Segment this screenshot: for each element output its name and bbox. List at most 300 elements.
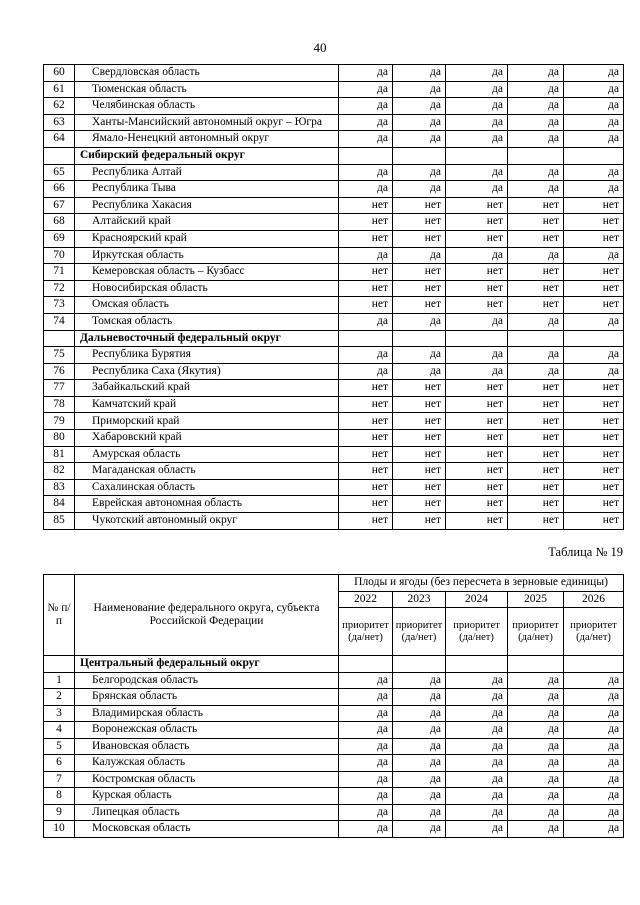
priority-value: да: [564, 313, 624, 330]
priority-value: да: [339, 164, 393, 181]
row-number: 82: [44, 463, 75, 480]
empty-cell: [393, 656, 446, 673]
priority-value: да: [564, 821, 624, 838]
priority-value: да: [393, 247, 446, 264]
priority-value: нет: [339, 396, 393, 413]
empty-cell: [446, 147, 508, 164]
priority-value: нет: [446, 413, 508, 430]
empty-cell: [564, 656, 624, 673]
priority-value: нет: [508, 496, 564, 513]
subject-name: Владимирская область: [75, 705, 339, 722]
priority-value: да: [339, 755, 393, 772]
row-number: 10: [44, 821, 75, 838]
priority-value: да: [508, 247, 564, 264]
priority-value: да: [393, 689, 446, 706]
subject-name: Воронежская область: [75, 722, 339, 739]
priority-value: нет: [508, 446, 564, 463]
subject-name: Хабаровский край: [75, 430, 339, 447]
row-number: 6: [44, 755, 75, 772]
priority-value: да: [339, 804, 393, 821]
priority-value: да: [446, 722, 508, 739]
subject-name: Сахалинская область: [75, 479, 339, 496]
priority-value: нет: [339, 280, 393, 297]
priority-value: да: [508, 114, 564, 131]
row-number: 4: [44, 722, 75, 739]
subject-name: Чукотский автономный округ: [75, 513, 339, 530]
priority-value: нет: [339, 214, 393, 231]
priority-value: нет: [564, 197, 624, 214]
table-row: [44, 771, 624, 788]
row-number: 8: [44, 788, 75, 805]
table-row: [44, 513, 624, 530]
priority-value: да: [446, 705, 508, 722]
table-caption: Таблица № 19: [548, 545, 623, 559]
priority-value: да: [446, 821, 508, 838]
table-row: [44, 297, 624, 314]
table-row: [44, 672, 624, 689]
priority-value: да: [339, 98, 393, 115]
priority-value: да: [446, 771, 508, 788]
priority-value: да: [393, 804, 446, 821]
priority-value: нет: [564, 297, 624, 314]
priority-value: нет: [508, 479, 564, 496]
priority-value: да: [393, 313, 446, 330]
priority-value: нет: [339, 446, 393, 463]
empty-cell: [564, 330, 624, 347]
priority-value: нет: [393, 280, 446, 297]
region-name: Центральный федеральный округ: [75, 656, 339, 673]
header-name: Наименование федерального округа, субъекта Российской Федерации: [75, 575, 339, 656]
header-year: 2022: [339, 591, 393, 608]
table-row: [44, 363, 624, 380]
priority-value: нет: [393, 214, 446, 231]
table-row: [44, 214, 624, 231]
priority-value: нет: [393, 297, 446, 314]
subject-name: Амурская область: [75, 446, 339, 463]
table-row: [44, 181, 624, 198]
priority-value: нет: [339, 479, 393, 496]
table-row: [44, 430, 624, 447]
priority-table-continued: [43, 64, 624, 530]
table-row: [44, 413, 624, 430]
priority-value: нет: [446, 496, 508, 513]
table-row: [44, 81, 624, 98]
row-number: 1: [44, 672, 75, 689]
priority-value: да: [508, 821, 564, 838]
row-number: 79: [44, 413, 75, 430]
priority-value: да: [564, 114, 624, 131]
priority-value: да: [446, 804, 508, 821]
table-row: [44, 738, 624, 755]
priority-value: нет: [564, 513, 624, 530]
priority-value: да: [564, 705, 624, 722]
region-name: Сибирский федеральный округ: [75, 147, 339, 164]
table-row: [44, 98, 624, 115]
priority-value: да: [393, 672, 446, 689]
header-priority: приоритет (да/нет): [508, 608, 564, 656]
header-priority: приоритет (да/нет): [339, 608, 393, 656]
priority-value: да: [393, 114, 446, 131]
priority-value: да: [446, 181, 508, 198]
priority-value: да: [564, 672, 624, 689]
priority-value: да: [564, 81, 624, 98]
row-number: 7: [44, 771, 75, 788]
priority-value: да: [393, 821, 446, 838]
priority-value: да: [446, 247, 508, 264]
priority-value: да: [508, 788, 564, 805]
table-row: [44, 347, 624, 364]
priority-value: да: [508, 771, 564, 788]
priority-value: нет: [564, 430, 624, 447]
priority-value: нет: [339, 430, 393, 447]
subject-name: Новосибирская область: [75, 280, 339, 297]
row-number: 78: [44, 396, 75, 413]
subject-name: Магаданская область: [75, 463, 339, 480]
priority-value: да: [508, 755, 564, 772]
region-row: [44, 330, 624, 347]
priority-value: нет: [339, 297, 393, 314]
priority-value: нет: [508, 214, 564, 231]
priority-value: да: [564, 247, 624, 264]
table-row: [44, 722, 624, 739]
subject-name: Ямало-Ненецкий автономный округ: [75, 131, 339, 148]
priority-value: нет: [446, 380, 508, 397]
row-number: 2: [44, 689, 75, 706]
priority-value: нет: [393, 479, 446, 496]
subject-name: Костромская область: [75, 771, 339, 788]
priority-value: да: [564, 771, 624, 788]
priority-value: да: [446, 65, 508, 82]
subject-name: Республика Хакасия: [75, 197, 339, 214]
priority-value: да: [508, 722, 564, 739]
subject-name: Брянская область: [75, 689, 339, 706]
subject-name: Курская область: [75, 788, 339, 805]
subject-name: Камчатский край: [75, 396, 339, 413]
priority-value: да: [339, 181, 393, 198]
table-row: [44, 396, 624, 413]
priority-value: нет: [339, 463, 393, 480]
priority-value: нет: [446, 513, 508, 530]
priority-value: да: [446, 788, 508, 805]
row-number: 83: [44, 479, 75, 496]
table-row: [44, 788, 624, 805]
subject-name: Свердловская область: [75, 65, 339, 82]
priority-value: да: [564, 164, 624, 181]
row-number: 67: [44, 197, 75, 214]
priority-value: да: [393, 81, 446, 98]
priority-value: нет: [393, 413, 446, 430]
row-number: 85: [44, 513, 75, 530]
subject-name: Московская область: [75, 821, 339, 838]
priority-value: нет: [508, 396, 564, 413]
priority-value: да: [339, 821, 393, 838]
empty-cell: [446, 656, 508, 673]
priority-value: нет: [446, 479, 508, 496]
priority-value: да: [508, 131, 564, 148]
priority-value: да: [508, 738, 564, 755]
priority-value: нет: [393, 264, 446, 281]
priority-value: да: [393, 755, 446, 772]
priority-value: да: [339, 81, 393, 98]
table-row: [44, 705, 624, 722]
empty-cell: [339, 656, 393, 673]
priority-value: нет: [446, 396, 508, 413]
region-name: Дальневосточный федеральный округ: [75, 330, 339, 347]
subject-name: Кемеровская область – Кузбасс: [75, 264, 339, 281]
subject-name: Еврейская автономная область: [75, 496, 339, 513]
table-row: [44, 755, 624, 772]
priority-value: да: [508, 313, 564, 330]
row-number: 60: [44, 65, 75, 82]
header-year: 2024: [446, 591, 508, 608]
priority-value: да: [508, 689, 564, 706]
priority-value: нет: [446, 463, 508, 480]
priority-value: да: [564, 738, 624, 755]
empty-cell: [446, 330, 508, 347]
priority-value: да: [446, 738, 508, 755]
region-num-cell: [44, 147, 75, 164]
priority-value: да: [446, 313, 508, 330]
table-row: [44, 313, 624, 330]
priority-value: да: [564, 788, 624, 805]
table-row: [44, 197, 624, 214]
priority-value: да: [446, 81, 508, 98]
priority-value: да: [508, 181, 564, 198]
priority-value: да: [393, 181, 446, 198]
table-row: [44, 230, 624, 247]
table-row: [44, 65, 624, 82]
priority-table-fruits-berries: [43, 574, 624, 838]
priority-value: да: [446, 98, 508, 115]
priority-value: нет: [508, 197, 564, 214]
priority-value: нет: [393, 197, 446, 214]
priority-value: нет: [339, 230, 393, 247]
priority-value: да: [564, 804, 624, 821]
subject-name: Алтайский край: [75, 214, 339, 231]
subject-name: Приморский край: [75, 413, 339, 430]
priority-value: нет: [446, 264, 508, 281]
subject-name: Омская область: [75, 297, 339, 314]
priority-value: нет: [508, 264, 564, 281]
priority-value: да: [564, 98, 624, 115]
priority-value: нет: [564, 413, 624, 430]
row-number: 9: [44, 804, 75, 821]
row-number: 74: [44, 313, 75, 330]
region-row: [44, 656, 624, 673]
priority-value: да: [393, 705, 446, 722]
priority-value: да: [508, 98, 564, 115]
priority-value: нет: [393, 230, 446, 247]
table-row: [44, 479, 624, 496]
empty-cell: [393, 330, 446, 347]
row-number: 72: [44, 280, 75, 297]
priority-value: да: [339, 114, 393, 131]
priority-value: нет: [564, 380, 624, 397]
priority-value: да: [393, 131, 446, 148]
priority-value: да: [446, 363, 508, 380]
priority-value: да: [446, 347, 508, 364]
subject-name: Забайкальский край: [75, 380, 339, 397]
priority-value: да: [339, 672, 393, 689]
priority-value: да: [393, 164, 446, 181]
priority-value: да: [339, 705, 393, 722]
priority-value: да: [508, 363, 564, 380]
row-number: 84: [44, 496, 75, 513]
priority-value: нет: [446, 214, 508, 231]
priority-value: да: [339, 689, 393, 706]
priority-value: нет: [508, 280, 564, 297]
priority-value: нет: [564, 230, 624, 247]
priority-value: нет: [564, 214, 624, 231]
priority-value: да: [339, 313, 393, 330]
priority-value: нет: [564, 479, 624, 496]
priority-value: нет: [393, 430, 446, 447]
priority-value: да: [508, 672, 564, 689]
priority-value: нет: [446, 280, 508, 297]
row-number: 5: [44, 738, 75, 755]
header-year: 2023: [393, 591, 446, 608]
priority-value: да: [446, 114, 508, 131]
priority-value: нет: [508, 230, 564, 247]
subject-name: Челябинская область: [75, 98, 339, 115]
row-number: 77: [44, 380, 75, 397]
empty-cell: [393, 147, 446, 164]
priority-value: да: [393, 788, 446, 805]
subject-name: Республика Саха (Якутия): [75, 363, 339, 380]
priority-value: нет: [393, 496, 446, 513]
priority-value: да: [339, 131, 393, 148]
row-number: 61: [44, 81, 75, 98]
subject-name: Республика Бурятия: [75, 347, 339, 364]
priority-value: нет: [339, 413, 393, 430]
header-year: 2026: [564, 591, 624, 608]
row-number: 65: [44, 164, 75, 181]
row-number: 69: [44, 230, 75, 247]
priority-value: нет: [339, 513, 393, 530]
priority-value: да: [339, 347, 393, 364]
priority-value: нет: [564, 396, 624, 413]
priority-value: да: [393, 738, 446, 755]
subject-name: Томская область: [75, 313, 339, 330]
region-num-cell: [44, 656, 75, 673]
priority-value: нет: [393, 446, 446, 463]
region-row: [44, 147, 624, 164]
header-priority: приоритет (да/нет): [393, 608, 446, 656]
priority-value: да: [564, 181, 624, 198]
priority-value: да: [564, 689, 624, 706]
row-number: 63: [44, 114, 75, 131]
table-row: [44, 380, 624, 397]
priority-value: да: [393, 363, 446, 380]
priority-value: да: [393, 98, 446, 115]
priority-value: да: [446, 689, 508, 706]
priority-value: нет: [446, 446, 508, 463]
priority-value: нет: [446, 230, 508, 247]
priority-value: да: [564, 131, 624, 148]
priority-value: нет: [339, 197, 393, 214]
subject-name: Белгородская область: [75, 672, 339, 689]
priority-value: нет: [339, 380, 393, 397]
empty-cell: [508, 147, 564, 164]
row-number: 70: [44, 247, 75, 264]
priority-value: да: [393, 722, 446, 739]
priority-value: нет: [564, 264, 624, 281]
priority-value: нет: [393, 513, 446, 530]
subject-name: Ханты-Мансийский автономный округ – Югра: [75, 114, 339, 131]
row-number: 62: [44, 98, 75, 115]
row-number: 81: [44, 446, 75, 463]
row-number: 75: [44, 347, 75, 364]
row-number: 3: [44, 705, 75, 722]
subject-name: Иркутская область: [75, 247, 339, 264]
priority-value: нет: [446, 197, 508, 214]
header-num: № п/п: [44, 575, 75, 656]
priority-value: да: [339, 65, 393, 82]
priority-value: да: [508, 804, 564, 821]
table-row: [44, 114, 624, 131]
priority-value: да: [564, 363, 624, 380]
table-row: [44, 446, 624, 463]
row-number: 80: [44, 430, 75, 447]
priority-value: да: [446, 131, 508, 148]
priority-value: нет: [564, 280, 624, 297]
row-number: 76: [44, 363, 75, 380]
priority-value: нет: [393, 396, 446, 413]
priority-value: да: [446, 755, 508, 772]
priority-value: нет: [508, 380, 564, 397]
row-number: 66: [44, 181, 75, 198]
table-row: [44, 821, 624, 838]
priority-value: да: [508, 347, 564, 364]
row-number: 73: [44, 297, 75, 314]
row-number: 71: [44, 264, 75, 281]
priority-value: да: [446, 164, 508, 181]
empty-cell: [339, 147, 393, 164]
priority-value: нет: [508, 463, 564, 480]
priority-value: да: [393, 771, 446, 788]
table-row: [44, 496, 624, 513]
priority-value: нет: [564, 463, 624, 480]
header-group: Плоды и ягоды (без пересчета в зерновые единицы): [339, 575, 624, 592]
table-row: [44, 131, 624, 148]
table-row: [44, 164, 624, 181]
priority-value: нет: [508, 513, 564, 530]
priority-value: да: [508, 164, 564, 181]
priority-value: да: [446, 672, 508, 689]
header-year: 2025: [508, 591, 564, 608]
header-priority: приоритет (да/нет): [564, 608, 624, 656]
priority-value: да: [564, 722, 624, 739]
priority-value: да: [564, 347, 624, 364]
priority-value: нет: [508, 297, 564, 314]
subject-name: Республика Алтай: [75, 164, 339, 181]
priority-value: нет: [393, 380, 446, 397]
priority-value: нет: [564, 496, 624, 513]
row-number: 68: [44, 214, 75, 231]
priority-value: да: [393, 65, 446, 82]
priority-value: да: [339, 738, 393, 755]
table-row: [44, 247, 624, 264]
priority-value: да: [508, 705, 564, 722]
subject-name: Ивановская область: [75, 738, 339, 755]
row-number: 64: [44, 131, 75, 148]
priority-value: нет: [339, 496, 393, 513]
subject-name: Красноярский край: [75, 230, 339, 247]
priority-value: да: [393, 347, 446, 364]
subject-name: Республика Тыва: [75, 181, 339, 198]
page-number: 40: [313, 40, 327, 55]
priority-value: да: [339, 363, 393, 380]
